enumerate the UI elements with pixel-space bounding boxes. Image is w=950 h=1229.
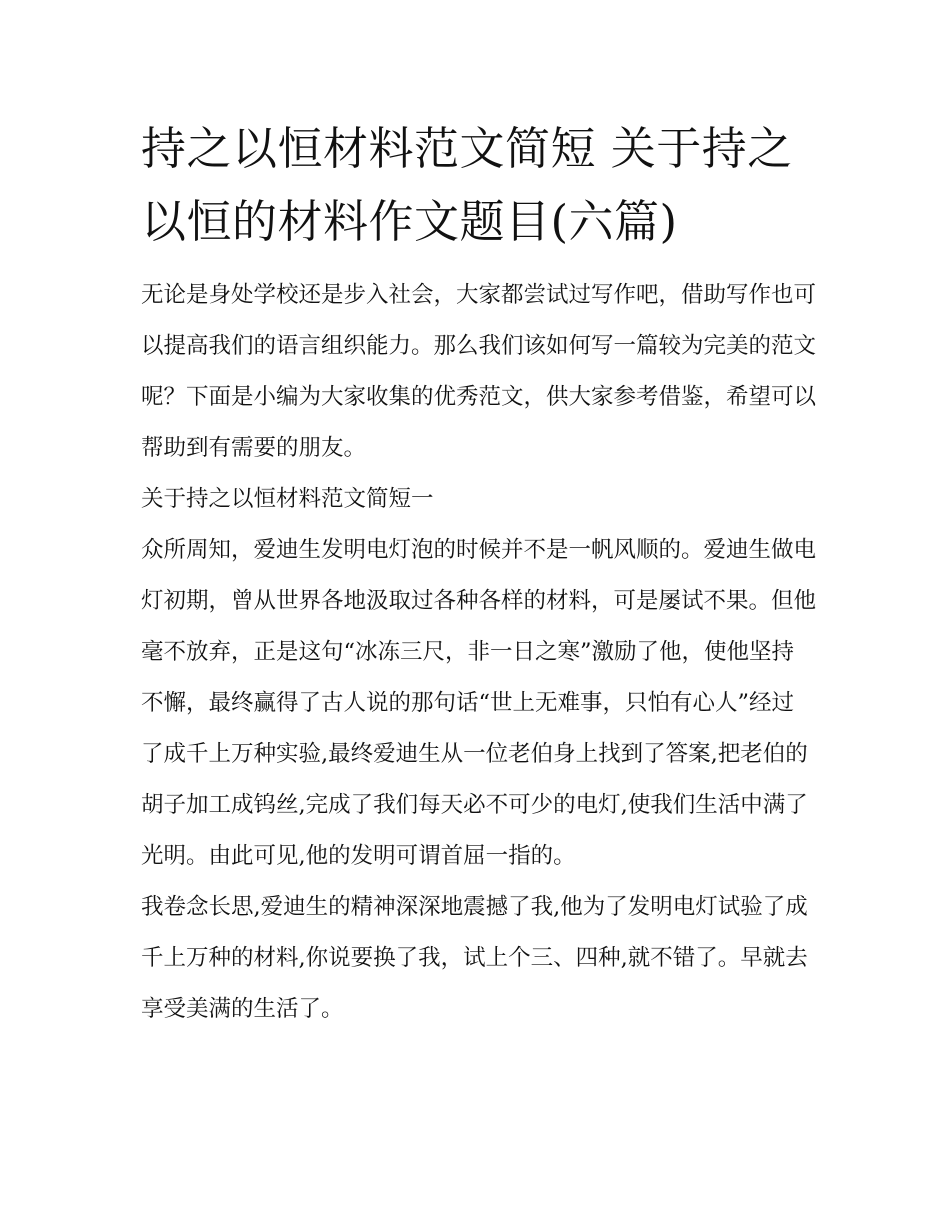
document-page <box>141 112 816 1035</box>
body-paragraph: 众所周知，爱迪生发明电灯泡的时候并不是一帆风顺的。爱迪生做电灯初期，曾从世界各地汲取过各种各样的材料，可是屡试不果。但他毫不放弃，正是这句“冰冻三尺，非一日之寒”激励了他，使他坚持不懈，最终赢得了古人说的那句话“世上无难事，只怕有心人”经过了成千上万种实验,最终爱迪生从一位老伯身上找到了答案,把老伯的胡子加工成钨丝,完成了我们每天必不可少的电灯,使我们生活中满了光明。由此可见,他的发明可谓首屈一指的。 <box>141 537 817 869</box>
document-title: 持之以恒材料范文简短 关于持之以恒的材料作文题目(六篇) <box>141 122 793 248</box>
section-heading: 关于持之以恒材料范文简短一 <box>141 486 434 512</box>
body-paragraph: 我卷念长思,爱迪生的精神深深地震撼了我,他为了发明电灯试验了成千上万种的材料,你说要换了我，试上个三、四种,就不错了。早就去享受美满的生活了。 <box>141 894 808 1022</box>
intro-paragraph: 无论是身处学校还是步入社会，大家都尝试过写作吧，借助写作也可以提高我们的语言组织能力。那么我们该如何写一篇较为完美的范文呢？下面是小编为大家收集的优秀范文，供大家参考借鉴，希望可以帮助到有需要的朋友。 <box>141 282 817 461</box>
